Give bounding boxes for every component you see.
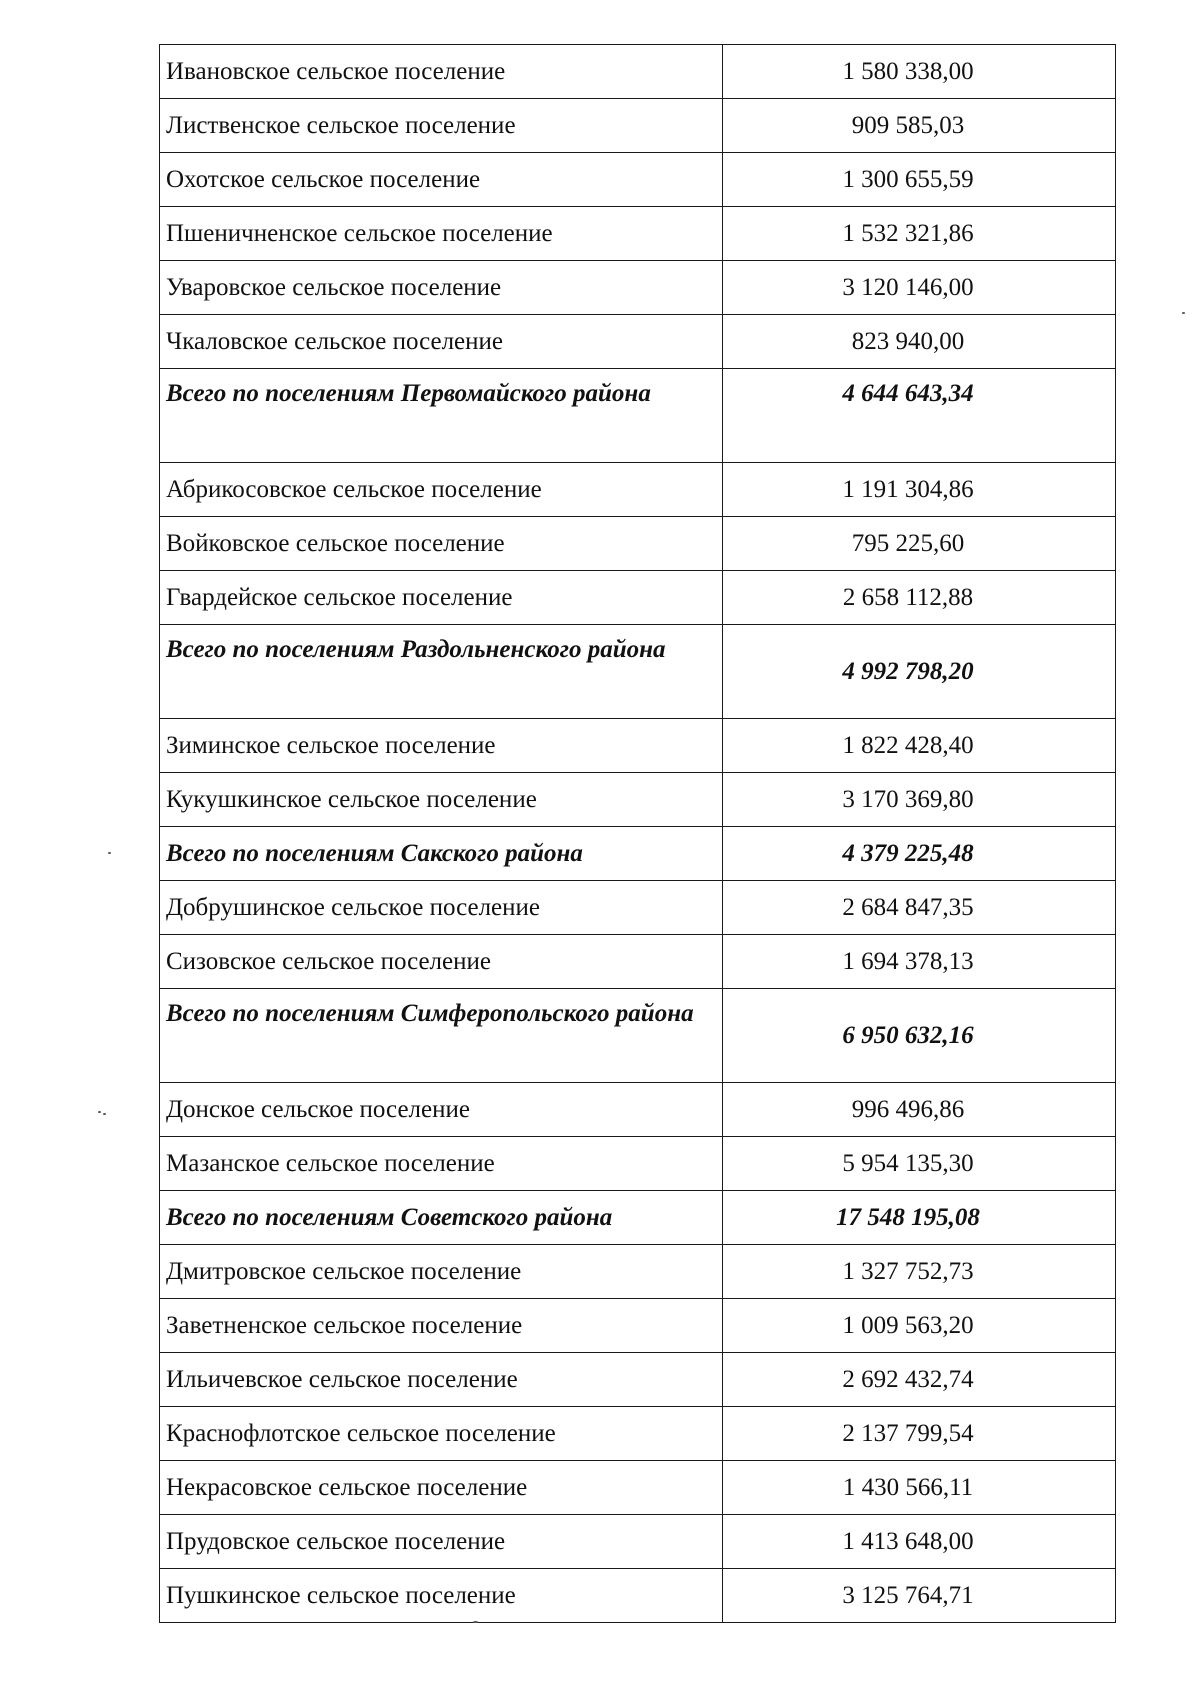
scan-speck xyxy=(103,1113,106,1115)
table-row xyxy=(160,315,1116,369)
settlement-name-cell: Зиминское сельское поселение xyxy=(160,719,723,773)
settlement-name-cell: Пушкинское сельское поселение xyxy=(160,1569,723,1623)
amount-cell: 1 327 752,73 xyxy=(723,1245,1116,1299)
table-row xyxy=(160,1137,1116,1191)
table-row xyxy=(160,99,1116,153)
amount-cell: 1 532 321,86 xyxy=(723,207,1116,261)
district-total-row xyxy=(160,989,1116,1083)
district-total-label: Всего по поселениям Сакского района xyxy=(160,827,723,881)
district-total-amount: 4 644 643,34 xyxy=(723,369,1116,463)
amount-cell: 1 300 655,59 xyxy=(723,153,1116,207)
settlement-name-cell: Охотское сельское поселение xyxy=(160,153,723,207)
settlement-name-cell: Кукушкинское сельское поселение xyxy=(160,773,723,827)
table-row xyxy=(160,881,1116,935)
table-row xyxy=(160,1515,1116,1569)
district-total-row xyxy=(160,827,1116,881)
settlement-name-cell: Чкаловское сельское поселение xyxy=(160,315,723,369)
district-total-row xyxy=(160,1191,1116,1245)
district-total-label: Всего по поселениям Первомайского района xyxy=(160,369,723,463)
settlement-name-cell: Мазанское сельское поселение xyxy=(160,1137,723,1191)
district-total-label: Всего по поселениям Советского района xyxy=(160,1191,723,1245)
amount-cell: 5 954 135,30 xyxy=(723,1137,1116,1191)
table-row xyxy=(160,45,1116,99)
table-row xyxy=(160,463,1116,517)
settlement-name-cell: Донское сельское поселение xyxy=(160,1083,723,1137)
amount-cell: 2 137 799,54 xyxy=(723,1407,1116,1461)
settlement-name-cell: Краснофлотское сельское поселение xyxy=(160,1407,723,1461)
settlement-name-cell: Некрасовское сельское поселение xyxy=(160,1461,723,1515)
settlement-name-cell: Дмитровское сельское поселение xyxy=(160,1245,723,1299)
settlement-name-cell: Заветненское сельское поселение xyxy=(160,1299,723,1353)
settlement-name-cell: Абрикосовское сельское поселение xyxy=(160,463,723,517)
table-row xyxy=(160,517,1116,571)
settlement-name-cell: Прудовское сельское поселение xyxy=(160,1515,723,1569)
table-row xyxy=(160,1083,1116,1137)
scan-speck xyxy=(1182,312,1185,314)
amount-cell: 1 430 566,11 xyxy=(723,1461,1116,1515)
amount-cell: 3 120 146,00 xyxy=(723,261,1116,315)
amount-cell: 1 694 378,13 xyxy=(723,935,1116,989)
settlement-name-cell: Уваровское сельское поселение xyxy=(160,261,723,315)
district-total-amount: 6 950 632,16 xyxy=(723,989,1116,1083)
settlement-name-cell: Сизовское сельское поселение xyxy=(160,935,723,989)
table-row xyxy=(160,207,1116,261)
district-total-amount: 17 548 195,08 xyxy=(723,1191,1116,1245)
amount-cell: 1 009 563,20 xyxy=(723,1299,1116,1353)
settlement-name-cell: Гвардейское сельское поселение xyxy=(160,571,723,625)
amount-cell: 909 585,03 xyxy=(723,99,1116,153)
amount-cell: 1 413 648,00 xyxy=(723,1515,1116,1569)
amount-cell: 795 225,60 xyxy=(723,517,1116,571)
scan-speck xyxy=(473,1621,478,1623)
amount-cell: 1 822 428,40 xyxy=(723,719,1116,773)
amount-cell: 1 580 338,00 xyxy=(723,45,1116,99)
amount-cell: 2 658 112,88 xyxy=(723,571,1116,625)
table-row xyxy=(160,1245,1116,1299)
settlement-name-cell: Добрушинское сельское поселение xyxy=(160,881,723,935)
table-row xyxy=(160,1299,1116,1353)
table-row xyxy=(160,719,1116,773)
table-row xyxy=(160,935,1116,989)
scan-speck xyxy=(108,852,111,854)
district-total-label: Всего по поселениям Раздольненского района xyxy=(160,625,723,719)
table-row xyxy=(160,773,1116,827)
amount-cell: 2 684 847,35 xyxy=(723,881,1116,935)
scan-speck xyxy=(98,1111,101,1113)
table-row xyxy=(160,153,1116,207)
district-total-row xyxy=(160,369,1116,463)
amount-cell: 996 496,86 xyxy=(723,1083,1116,1137)
table-body xyxy=(160,45,1116,1623)
district-total-row xyxy=(160,625,1116,719)
table-row xyxy=(160,1407,1116,1461)
settlement-name-cell: Лиственское сельское поселение xyxy=(160,99,723,153)
table-row xyxy=(160,571,1116,625)
settlement-name-cell: Войковское сельское поселение xyxy=(160,517,723,571)
table-row xyxy=(160,1461,1116,1515)
amount-cell: 1 191 304,86 xyxy=(723,463,1116,517)
settlement-name-cell: Ильичевское сельское поселение xyxy=(160,1353,723,1407)
amount-cell: 3 170 369,80 xyxy=(723,773,1116,827)
table-row xyxy=(160,1353,1116,1407)
district-total-label: Всего по поселениям Симферопольского района xyxy=(160,989,723,1083)
settlements-budget-table xyxy=(159,44,1116,1623)
settlement-name-cell: Пшеничненское сельское поселение xyxy=(160,207,723,261)
district-total-amount: 4 992 798,20 xyxy=(723,625,1116,719)
amount-cell: 3 125 764,71 xyxy=(723,1569,1116,1623)
amount-cell: 2 692 432,74 xyxy=(723,1353,1116,1407)
district-total-amount: 4 379 225,48 xyxy=(723,827,1116,881)
settlement-name-cell: Ивановское сельское поселение xyxy=(160,45,723,99)
table-row xyxy=(160,261,1116,315)
amount-cell: 823 940,00 xyxy=(723,315,1116,369)
table-row xyxy=(160,1569,1116,1623)
